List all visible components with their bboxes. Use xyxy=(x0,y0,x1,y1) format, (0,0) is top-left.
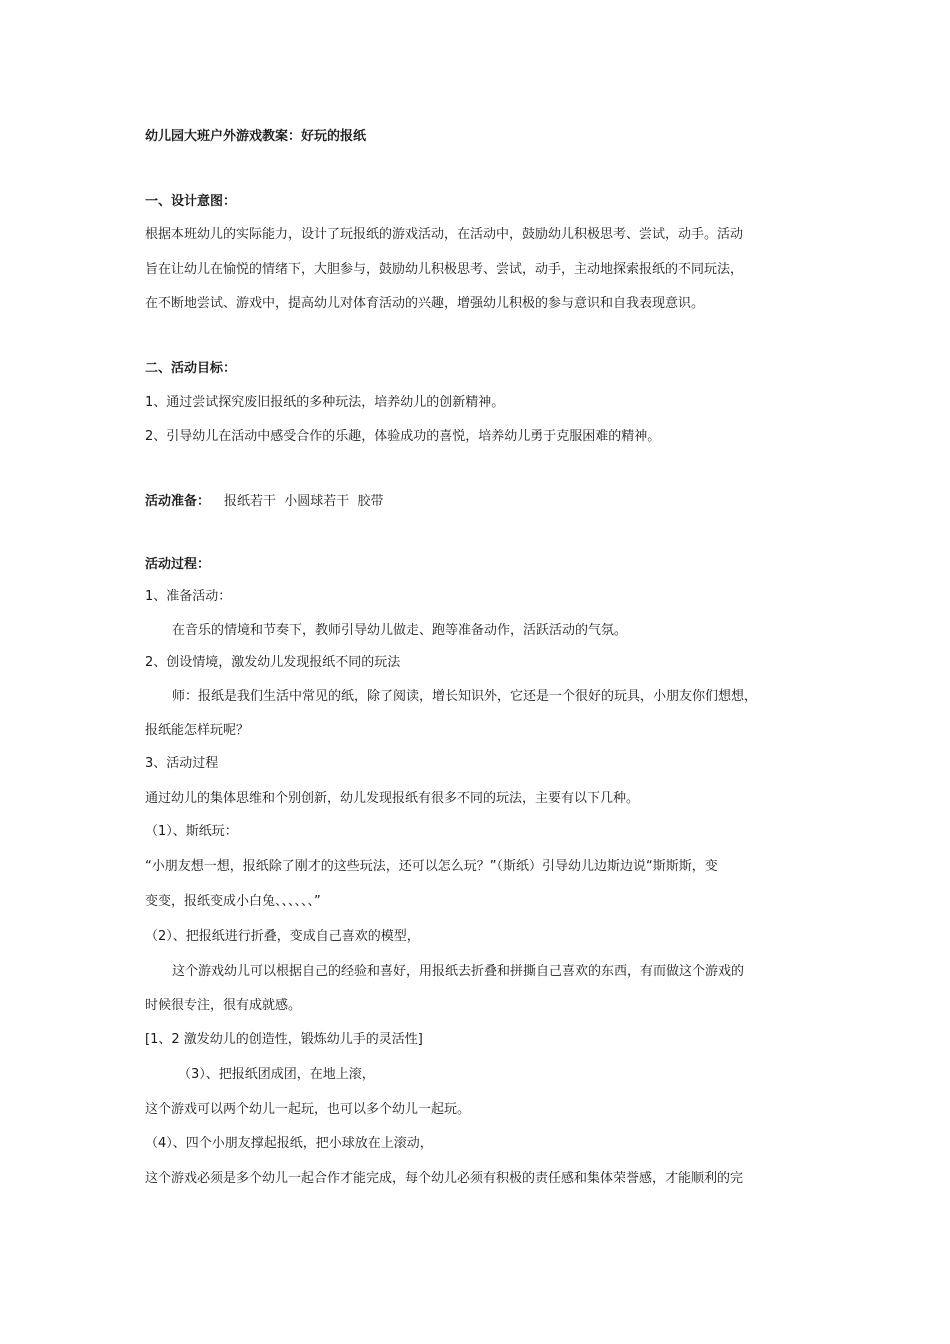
note: [1、2 激发幼儿的创造性，锻炼幼儿手的灵活性] xyxy=(145,1032,423,1047)
section2-heading: 二、活动目标： xyxy=(145,361,237,376)
step-3: 3、活动过程 xyxy=(145,756,219,771)
play-1-text-cont: 变变，报纸变成小白兔、、、、、、” xyxy=(145,894,321,909)
goal-item: 2、引导幼儿在活动中感受合作的乐趣，体验成功的喜悦，培养幼儿勇于克服困难的精神。 xyxy=(145,429,661,444)
step-2-text-cont: 报纸能怎样玩呢？ xyxy=(145,723,250,738)
section1-heading: 一、设计意图： xyxy=(145,194,237,209)
step-1: 1、准备活动： xyxy=(145,589,232,604)
paragraph-line: 旨在让幼儿在愉悦的情绪下，大胆参与，鼓励幼儿积极思考、尝试，动手，主动地探索报纸的不同玩法， xyxy=(145,262,744,277)
play-2: （2）、把报纸进行折叠，变成自己喜欢的模型， xyxy=(145,929,420,944)
step-2: 2、创设情境，激发幼儿发现报纸不同的玩法 xyxy=(145,655,401,670)
paragraph-line: 根据本班幼儿的实际能力，设计了玩报纸的游戏活动，在活动中，鼓励幼儿积极思考、尝试，动手。活动 xyxy=(145,227,744,242)
play-4-text: 这个游戏必须是多个幼儿一起合作才能完成，每个幼儿必须有积极的责任感和集体荣誉感，才能顺利的完 xyxy=(145,1171,744,1186)
paragraph-line: 在不断地尝试、游戏中，提高幼儿对体育活动的兴趣，增强幼儿积极的参与意识和自我表现意识。 xyxy=(145,296,705,311)
play-1-text: “小朋友想一想，报纸除了刚才的这些玩法，还可以怎么玩？”（斯纸）引导幼儿边斯边说“斯斯斯，变 xyxy=(145,859,718,874)
preparation-label: 活动准备： xyxy=(145,494,211,509)
process-heading: 活动过程： xyxy=(145,557,211,572)
step-2-text: 师：报纸是我们生活中常见的纸，除了阅读，增长知识外，它还是一个很好的玩具，小朋友你们想想， xyxy=(172,689,758,704)
preparation-line xyxy=(145,493,384,511)
play-2-text: 这个游戏幼儿可以根据自己的经验和喜好，用报纸去折叠和拼撕自己喜欢的东西，有而做这个游戏的 xyxy=(172,964,745,979)
play-4: （4）、四个小朋友撑起报纸，把小球放在上滚动， xyxy=(145,1136,433,1151)
play-2-text-cont: 时候很专注，很有成就感。 xyxy=(145,998,302,1013)
document-title: 幼儿园大班户外游戏教案：好玩的报纸 xyxy=(145,129,367,144)
step-1-text: 在音乐的情境和节奏下，教师引导幼儿做走、跑等准备动作，活跃活动的气氛。 xyxy=(172,623,628,638)
preparation-text: 报纸若干 小圆球若干 胶带 xyxy=(224,494,384,509)
goal-item: 1、通过尝试探究废旧报纸的多种玩法，培养幼儿的创新精神。 xyxy=(145,395,505,410)
play-3-text: 这个游戏可以两个幼儿一起玩，也可以多个幼儿一起玩。 xyxy=(145,1102,471,1117)
step-3-intro: 通过幼儿的集体思维和个别创新，幼儿发现报纸有很多不同的玩法，主要有以下几种。 xyxy=(145,791,640,806)
play-1: （1）、斯纸玩： xyxy=(145,824,238,839)
play-3: （3）、把报纸团成团，在地上滚， xyxy=(178,1067,375,1082)
